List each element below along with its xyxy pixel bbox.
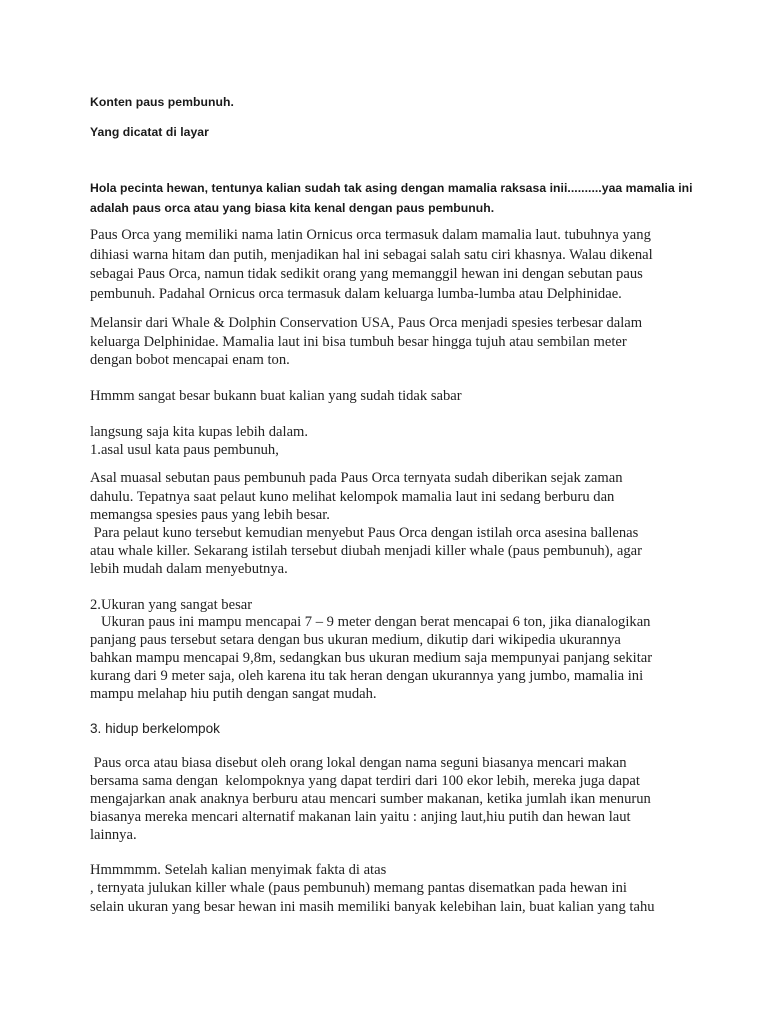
text-line: Melansir dari Whale & Dolphin Conservation USA, Paus Orca menjadi spesies terbesar dalam bbox=[90, 315, 643, 331]
text-line: atau whale killer. Sekarang istilah tersebut diubah menjadi killer whale (paus pembunuh), agar bbox=[90, 543, 642, 559]
section-heading-origin: 1.asal usul kata paus pembunuh, bbox=[90, 442, 279, 458]
text-line: panjang paus tersebut setara dengan bus ukuran medium, dikutip dari wikipedia ukurannya bbox=[90, 632, 621, 648]
text-line: dahulu. Tepatnya saat pelaut kuno melihat kelompok mamalia laut ini sedang berburu dan bbox=[90, 489, 615, 505]
text-line: , ternyata julukan killer whale (paus pembunuh) memang pantas disematkan pada hewan ini bbox=[90, 880, 627, 896]
text-line: bersama sama dengan kelompoknya yang dapat terdiri dari 100 ekor lebih, mereka juga dapat bbox=[90, 773, 640, 789]
text-line: memangsa spesies paus yang lebih besar. bbox=[90, 507, 330, 523]
text-line: dengan bobot mencapai enam ton. bbox=[90, 352, 290, 368]
section-heading-group: 3. hidup berkelompok bbox=[90, 721, 220, 736]
text-line: Hola pecinta hewan, tentunya kalian sudah tak asing dengan mamalia raksasa inii..........yaa mamalia ini bbox=[90, 181, 693, 195]
text-line: bahkan mampu mencapai 9,8m, sedangkan bus ukuran medium saja mempunyai panjang sekitar bbox=[90, 650, 653, 666]
text-line: keluarga Delphinidae. Mamalia laut ini bisa tumbuh besar hingga tujuh atau sembilan meter bbox=[90, 334, 627, 350]
text-line: Ukuran paus ini mampu mencapai 7 – 9 meter dengan berat mencapai 6 ton, jika dianalogikan bbox=[90, 614, 651, 630]
text-line: langsung saja kita kupas lebih dalam. bbox=[90, 424, 309, 440]
document-subtitle: Yang dicatat di layar bbox=[90, 125, 209, 139]
text-line: Asal muasal sebutan paus pembunuh pada Paus Orca ternyata sudah diberikan sejak zaman bbox=[90, 470, 623, 486]
text-line: lebih mudah dalam menyebutnya. bbox=[90, 561, 288, 577]
section-heading-size: 2.Ukuran yang sangat besar bbox=[90, 597, 253, 613]
text-line: lainnya. bbox=[90, 827, 137, 843]
text-line: adalah paus orca atau yang biasa kita kenal dengan paus pembunuh. bbox=[90, 201, 495, 215]
text-line: biasanya mereka mencari alternatif makanan lain yaitu : anjing laut,hiu putih dan hewan laut bbox=[90, 809, 631, 825]
text-line: Hmmmmm. Setelah kalian menyimak fakta di atas bbox=[90, 862, 387, 878]
text-line: mampu melahap hiu putih dengan sangat mudah. bbox=[90, 686, 377, 702]
text-line: selain ukuran yang besar hewan ini masih memiliki banyak kelebihan lain, buat kalian yang tahu bbox=[90, 899, 655, 915]
text-line: Paus Orca yang memiliki nama latin Ornicus orca termasuk dalam mamalia laut. tubuhnya yang bbox=[90, 227, 651, 243]
text-line: Paus orca atau biasa disebut oleh orang lokal dengan nama seguni biasanya mencari makan bbox=[90, 755, 627, 771]
text-line: dihiasi warna hitam dan putih, menjadikan hal ini sebagai salah satu ciri khasnya. Walau dikenal bbox=[90, 247, 653, 263]
text-line: mengajarkan anak anaknya berburu atau mencari sumber makanan, ketika jumlah ikan menurun bbox=[90, 791, 651, 807]
text-line: Para pelaut kuno tersebut kemudian menyebut Paus Orca dengan istilah orca asesina ballenas bbox=[90, 525, 639, 541]
document-title: Konten paus pembunuh. bbox=[90, 95, 234, 109]
text-line: sebagai Paus Orca, namun tidak sedikit orang yang memanggil hewan ini dengan sebutan paus bbox=[90, 266, 643, 282]
text-line: kurang dari 9 meter saja, oleh karena itu tak heran dengan ukurannya yang jumbo, mamalia ini bbox=[90, 668, 644, 684]
text-line: pembunuh. Padahal Ornicus orca termasuk dalam keluarga lumba-lumba atau Delphinidae. bbox=[90, 286, 622, 302]
text-line: Hmmm sangat besar bukann buat kalian yang sudah tidak sabar bbox=[90, 388, 462, 404]
